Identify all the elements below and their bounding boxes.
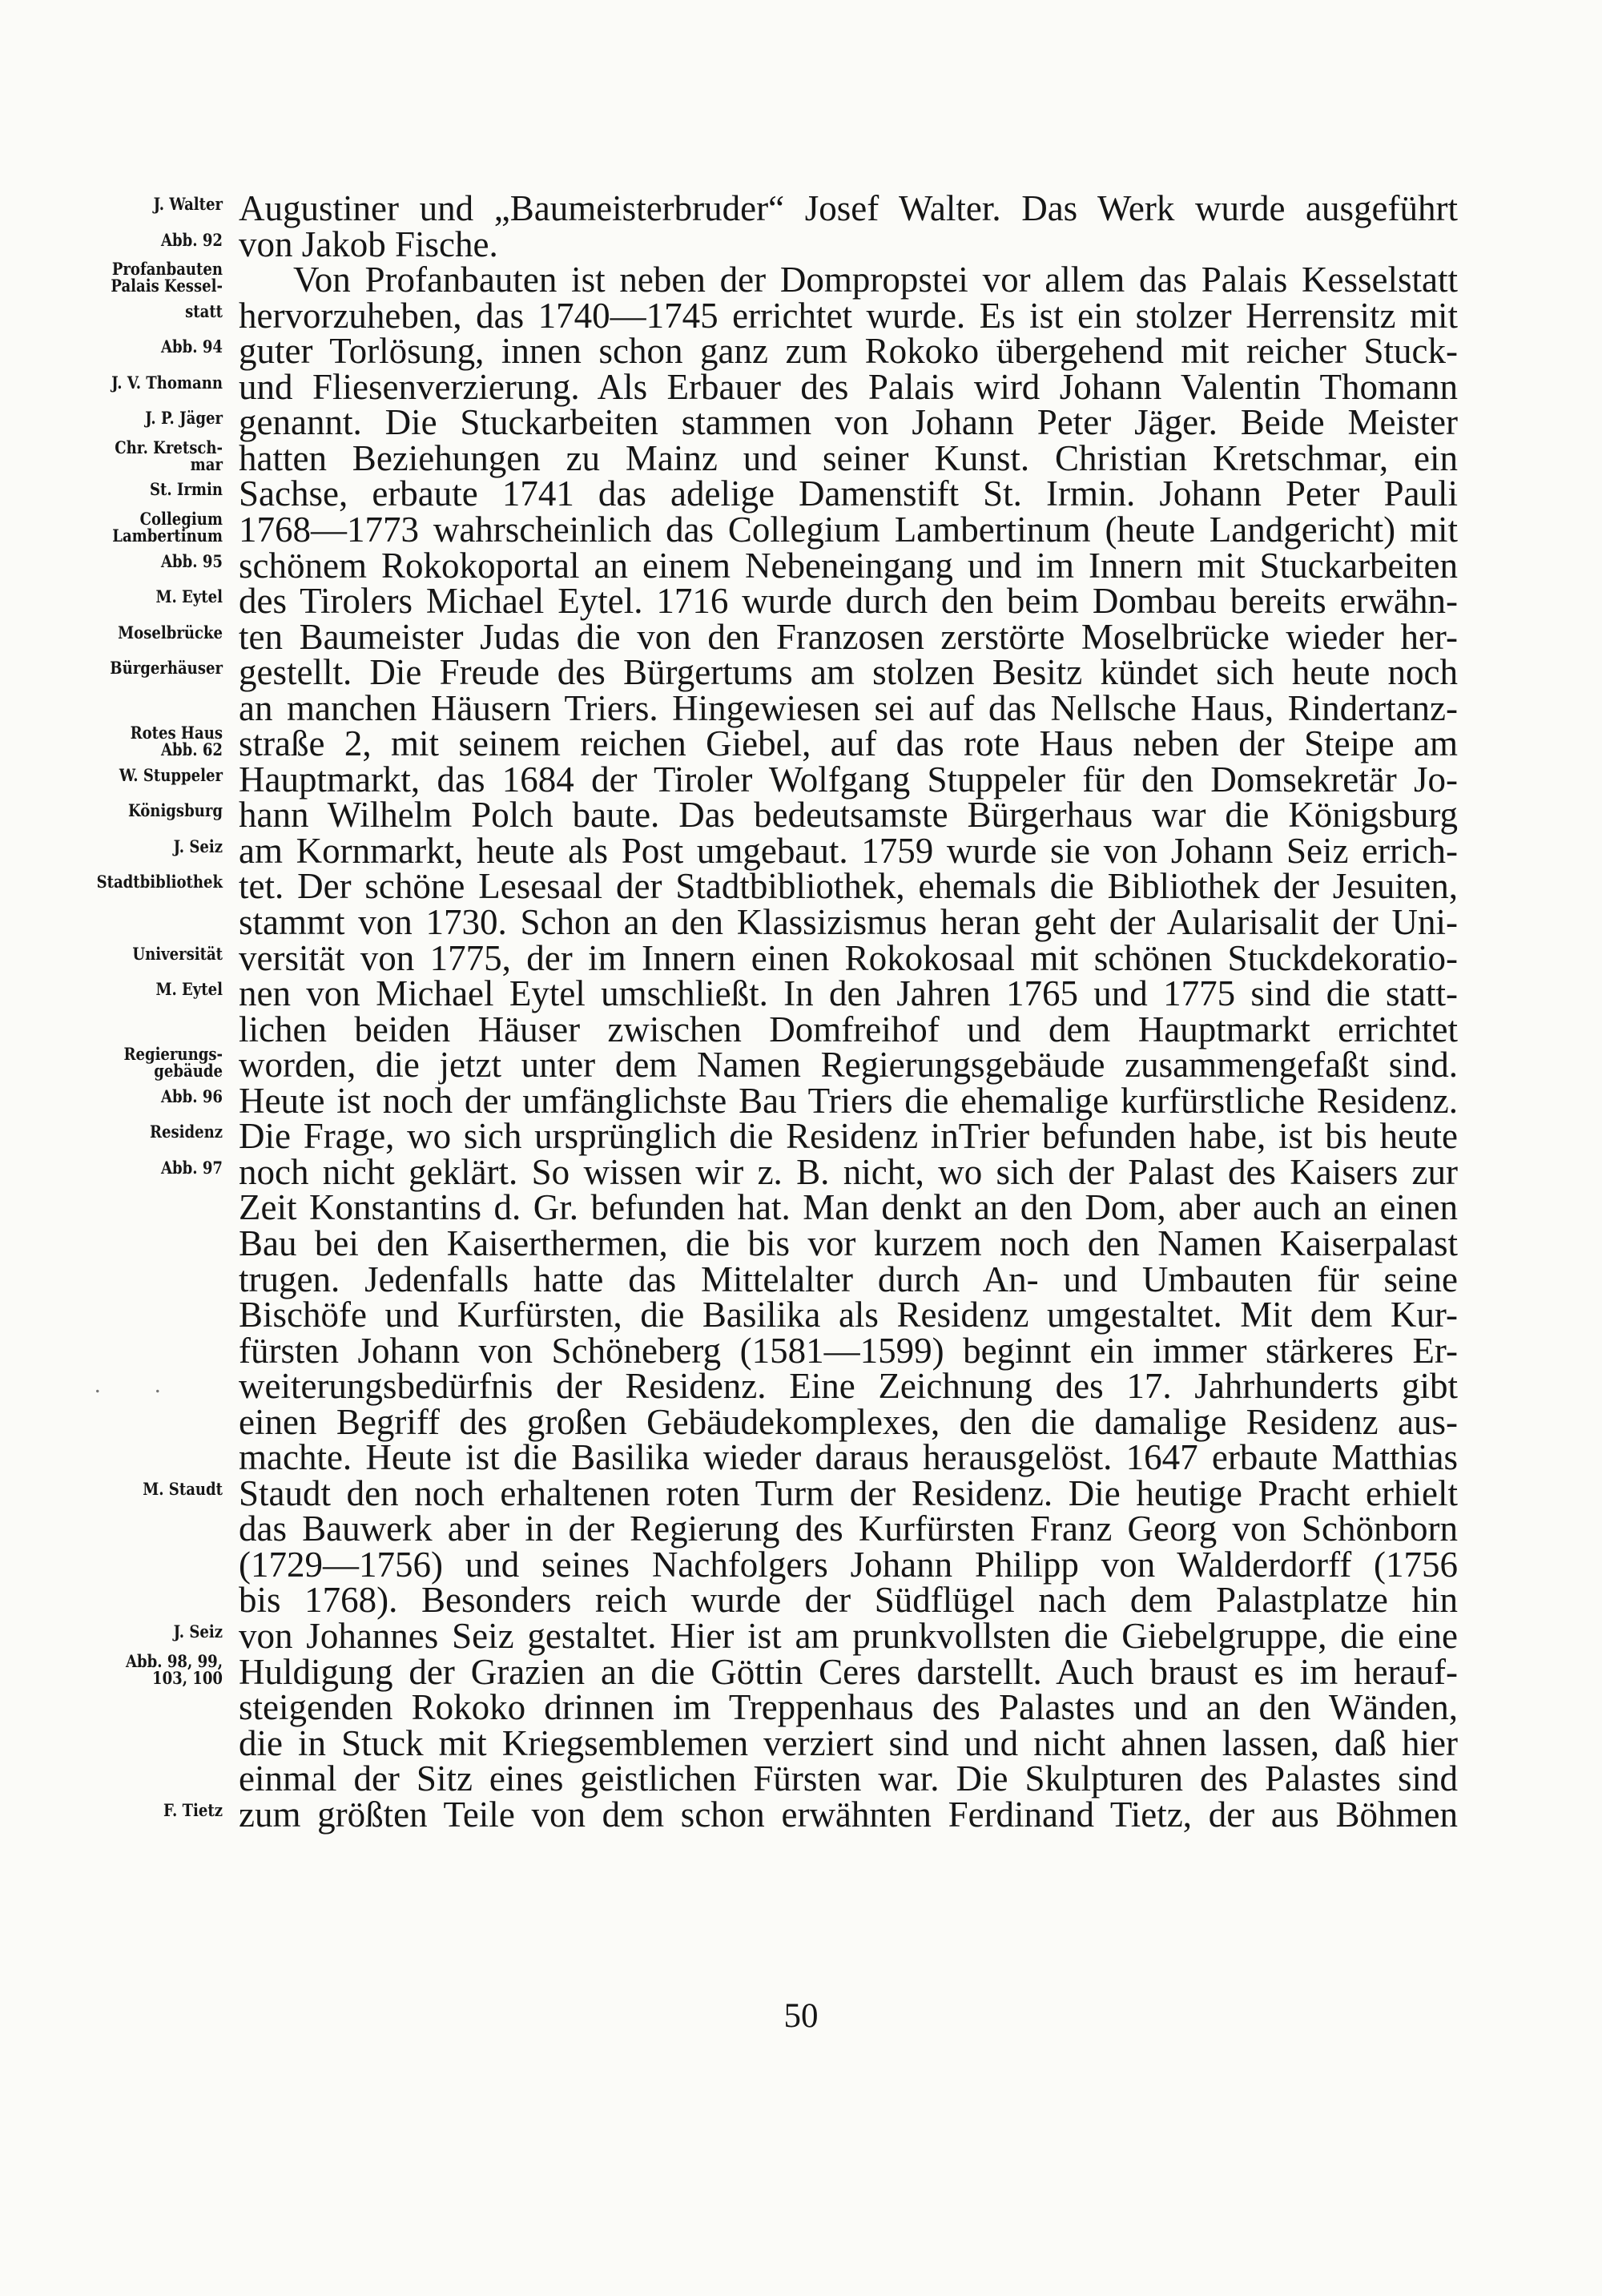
margin-note [75, 873, 223, 890]
line-text: am Kornmarkt, heute als Post umgebaut. 1759 wurde sie von Johann Seiz errich- [239, 830, 1458, 871]
line-text: Die Frage, wo sich ursprünglich die Residenz inTrier befunden habe, ist bis heute [239, 1116, 1458, 1157]
line-text: Staudt den noch erhaltenen roten Turm der Residenz. Die heutige Pracht erhielt [239, 1472, 1458, 1513]
line-text: genannt. Die Stuckarbeiten stammen von Johann Peter Jäger. Beide Meister [239, 402, 1458, 443]
margin-note-line: Abb. 92 [161, 229, 223, 250]
margin-note [75, 979, 223, 1000]
margin-note-line: Lambertinum [112, 525, 223, 546]
margin-note-line: Palais Kessel- [111, 276, 223, 296]
margin-note [75, 1088, 223, 1105]
margin-note-line: Bürgerhäuser [110, 658, 223, 679]
margin-note-line: Rotes Haus [130, 723, 223, 743]
line-text: machte. Heute ist die Basilika wieder daraus herausgelöst. 1647 erbaute Matthias [239, 1437, 1458, 1478]
line-text: Von Profanbauten ist neben der Dompropstei vor allem das Palais Kesselstatt [293, 260, 1458, 300]
line-text: stammt von 1730. Schon an den Klassizismus heran geht der Aularisalit der Uni- [239, 902, 1458, 942]
line-text: lichen beiden Häuser zwischen Domfreihof und dem Hauptmarkt errichtet [239, 1009, 1458, 1049]
margin-note [75, 229, 223, 250]
margin-note-line: Abb. 62 [161, 739, 223, 760]
line-text: an manchen Häusern Triers. Hingewiesen sei auf das Nellsche Haus, Rindertanz- [239, 687, 1458, 728]
margin-note-line: Residenz [149, 1122, 223, 1142]
margin-note-line: Abb. 98, 99, [126, 1650, 223, 1671]
margin-note [75, 408, 223, 429]
line-text: ten Baumeister Judas die von den Franzosen zerstörte Moselbrücke wieder her- [239, 616, 1458, 657]
margin-note-line: statt [185, 300, 223, 321]
margin-note [75, 588, 223, 605]
line-text: zum größten Teile von dem schon erwähnten Ferdinand Tietz, der aus Böhmen [239, 1794, 1458, 1835]
margin-note [75, 838, 223, 855]
margin-note-line: Chr. Kretsch- [115, 437, 223, 457]
margin-note [75, 1650, 223, 1688]
margin-note [75, 479, 223, 500]
line-text: versität von 1775, der im Innern einen Rokokosaal mit schönen Stuckdekoratio- [239, 937, 1458, 978]
margin-note-line: J. Seiz [173, 836, 223, 856]
margin-note-line: J. P. Jäger [145, 408, 223, 429]
line-text: Augustiner und „Baumeisterbruder“ Josef Walter. Das Werk wurde ausgeführt [239, 188, 1458, 228]
margin-note-line: M. Staudt [143, 1478, 223, 1499]
margin-note-line: Regierungs- [123, 1044, 223, 1065]
page-number: 50 [783, 1997, 819, 2035]
line-text: von Johannes Seiz gestaltet. Hier ist am prunkvollsten die Giebelgruppe, die eine [239, 1616, 1458, 1656]
margin-note [75, 1799, 223, 1820]
line-text: schönem Rokokoportal an einem Nebeneingang und im Innern mit Stuckarbeiten [239, 545, 1458, 586]
margin-note [75, 510, 223, 544]
margin-note [75, 1159, 223, 1176]
margin-note [75, 1044, 223, 1082]
margin-note-line: M. Eytel [155, 586, 223, 607]
margin-note [75, 658, 223, 679]
line-text: Bischöfe und Kurfürsten, die Basilika als Residenz umgestaltet. Mit dem Kur- [239, 1295, 1458, 1335]
line-text: einen Begriff des großen Gebäudekomplexes, den die damalige Residenz aus- [239, 1401, 1458, 1442]
margin-note-line: 103, 100 [152, 1667, 223, 1688]
margin-note-line: Moselbrücke [118, 622, 223, 642]
line-text: Hauptmarkt, das 1684 der Tiroler Wolfgang Stuppeler für den Domsekretär Jo- [239, 759, 1458, 800]
line-text: Bau bei den Kaiserthermen, die bis vor kurzem noch den Namen Kaiserpalast [239, 1223, 1458, 1263]
margin-note-line: mar [190, 453, 223, 474]
line-text: weiterungsbedürfnis der Residenz. Eine Zeichnung des 17. Jahrhunderts gibt [239, 1366, 1458, 1407]
line-text: von Jakob Fische. [239, 224, 498, 264]
line-text: hervorzuheben, das 1740—1745 errichtet wurde. Es ist ein stolzer Herrensitz mit [239, 295, 1458, 336]
line-text: nen von Michael Eytel umschließt. In den Jahren 1765 und 1775 sind die statt- [239, 973, 1458, 1014]
line-text: des Tirolers Michael Eytel. 1716 wurde durch den beim Dombau bereits erwähn- [239, 581, 1458, 622]
margin-note-line: J. V. Thomann [111, 372, 223, 393]
line-text: guter Torlösung, innen schon ganz zum Rokoko übergehend mit reicher Stuck- [239, 331, 1458, 372]
margin-note-line: Profanbauten [111, 259, 223, 280]
margin-note-line: Abb. 95 [161, 550, 223, 571]
margin-note [75, 1480, 223, 1497]
margin-note [75, 1123, 223, 1140]
line-text: hatten Beziehungen zu Mainz und seiner Kunst. Christian Kretschmar, ein [239, 437, 1458, 478]
line-text: Sachse, erbaute 1741 das adelige Damenstift St. Irmin. Johann Peter Pauli [239, 473, 1458, 514]
line-text: worden, die jetzt unter dem Namen Regierungsgebäude zusammengefaßt sind. [239, 1045, 1458, 1086]
margin-note-line: J. Walter [153, 194, 223, 214]
margin-note [75, 1623, 223, 1640]
margin-note [75, 624, 223, 641]
margin-note-line: J. Seiz [173, 1621, 223, 1641]
margin-note [75, 945, 223, 962]
margin-note-line: Abb. 94 [161, 336, 223, 357]
line-text: einmal der Sitz eines geistlichen Fürsten war. Die Skulpturen des Palastes sind [239, 1758, 1458, 1799]
line-text: Heute ist noch der umfänglichste Bau Triers die ehemalige kurfürstliche Residenz. [239, 1080, 1458, 1121]
line-text: Zeit Konstantins d. Gr. befunden hat. Man denkt an den Dom, aber auch an einen [239, 1187, 1458, 1228]
line-text: fürsten Johann von Schöneberg (1581—1599) beginnt ein immer stärkeres Er- [239, 1330, 1458, 1371]
margin-note-line: M. Eytel [155, 979, 223, 1000]
stray-marks: . . [95, 1372, 185, 1398]
line-text: straße 2, mit seinem reichen Giebel, auf das rote Haus neben der Steipe am [239, 723, 1458, 764]
margin-note-line: W. Stuppeler [119, 764, 223, 785]
margin-note-line: St. Irmin [149, 479, 223, 500]
line-text: trugen. Jedenfalls hatte das Mittelalter durch An- und Umbauten für seine [239, 1259, 1458, 1299]
margin-note-line: F. Tietz [163, 1799, 223, 1820]
line-text: gestellt. Die Freude des Bürgertums am stolzen Besitz kündet sich heute noch [239, 652, 1458, 693]
line-text: und Fliesenverzierung. Als Erbauer des Palais wird Johann Valentin Thomann [239, 366, 1458, 407]
margin-note-line: Stadtbibliothek [96, 872, 223, 892]
margin-note-line: Collegium [139, 508, 223, 529]
margin-note-line: Abb. 96 [161, 1086, 223, 1106]
line-text: bis 1768). Besonders reich wurde der Südflügel nach dem Palastplatze hin [239, 1580, 1458, 1621]
line-text: steigenden Rokoko drinnen im Treppenhaus des Palastes und an den Wänden, [239, 1687, 1458, 1728]
line-text: 1768—1773 wahrscheinlich das Collegium Lambertinum (heute Landgericht) mit [239, 509, 1458, 550]
margin-note-line: gebäude [154, 1061, 223, 1082]
margin-note [75, 300, 223, 321]
margin-note [75, 802, 223, 819]
margin-note [75, 260, 223, 294]
margin-note-line: Abb. 97 [161, 1157, 223, 1178]
line-text: das Bauwerk aber in der Regierung des Kurfürsten Franz Georg von Schönborn [239, 1509, 1458, 1549]
margin-note [75, 338, 223, 355]
line-text: Huldigung der Grazien an die Göttin Ceres darstellt. Auch braust es im herauf- [239, 1651, 1458, 1692]
line-text: tet. Der schöne Lesesaal der Stadtbibliothek, ehemals die Bibliothek der Jesuiten, [239, 866, 1458, 907]
margin-note-line: Königsburg [127, 800, 223, 821]
margin-note [75, 550, 223, 571]
margin-note [75, 195, 223, 212]
margin-note-line: Universität [132, 943, 223, 964]
line-text: die in Stuck mit Kriegsemblemen verziert sind und nicht ahnen lassen, daß hier [239, 1722, 1458, 1763]
margin-note [75, 724, 223, 758]
margin-note [75, 374, 223, 391]
line-text: hann Wilhelm Polch baute. Das bedeutsamste Bürgerhaus war die Königsburg [239, 795, 1458, 836]
text-line [0, 1794, 1602, 1850]
line-text: (1729—1756) und seines Nachfolgers Johann Philipp von Walderdorff (1756 [239, 1544, 1458, 1585]
margin-note [75, 764, 223, 785]
line-text: noch nicht geklärt. So wissen wir z. B. nicht, wo sich der Palast des Kaisers zur [239, 1151, 1458, 1192]
margin-note [75, 439, 223, 473]
